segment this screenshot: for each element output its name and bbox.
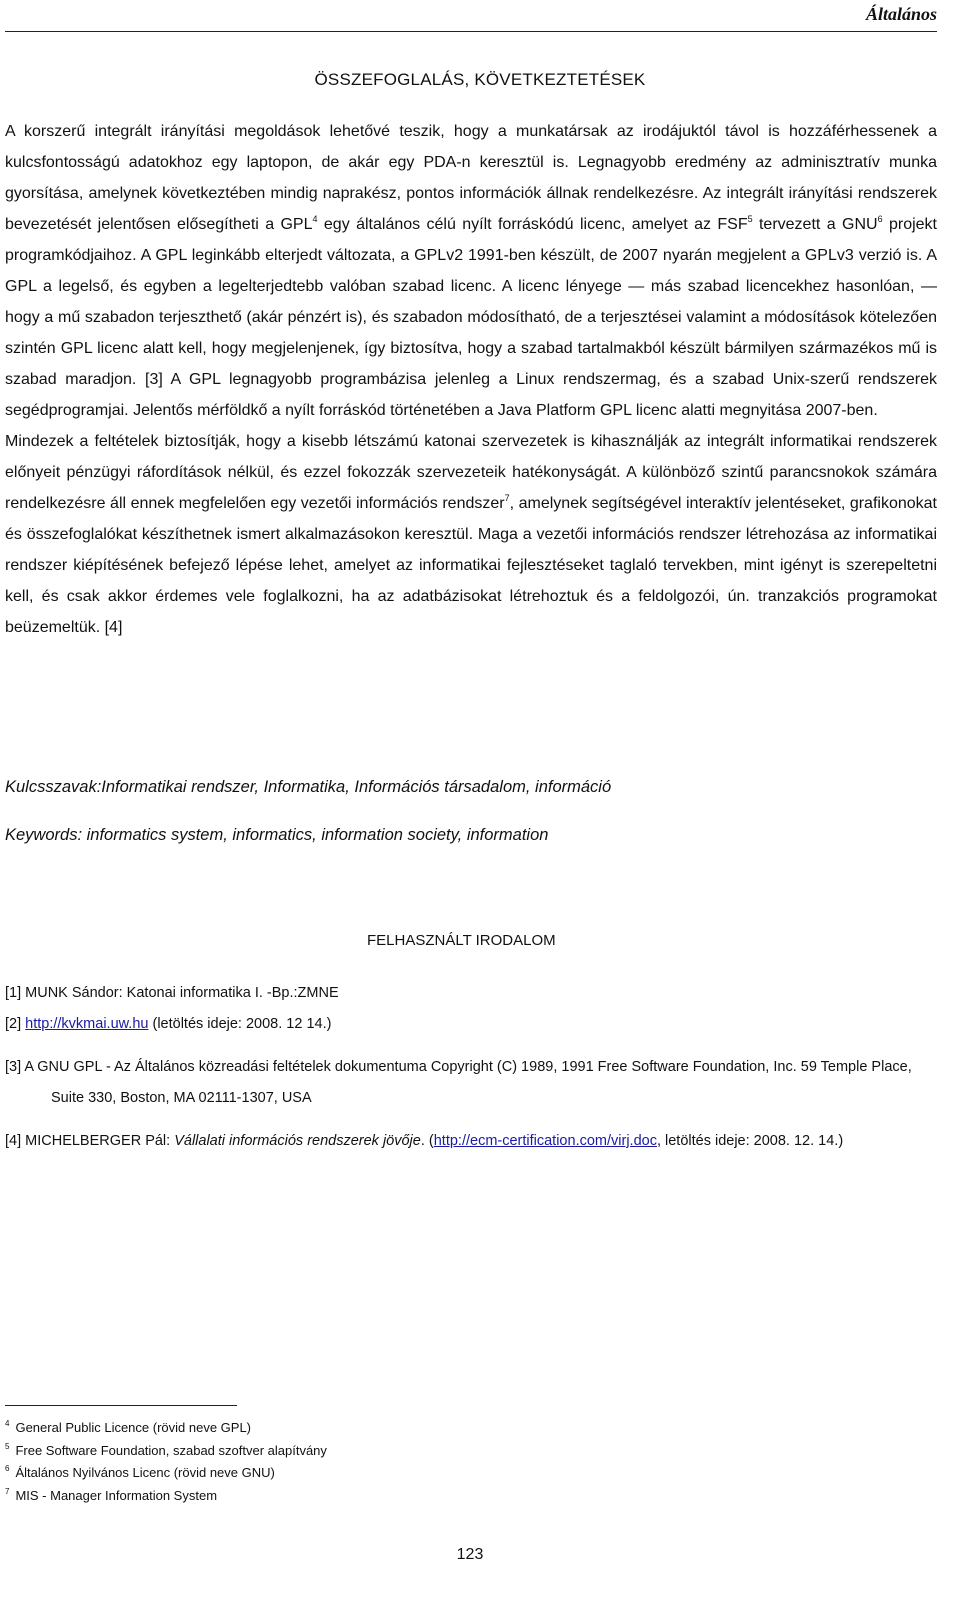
footnote-4 [5, 1417, 327, 1440]
footnote-6-text: Általános Nyilvános Licenc (rövid neve GNU) [15, 1465, 275, 1480]
running-head-label: Általános [865, 4, 937, 24]
reference-4 [5, 1126, 937, 1157]
reference-4-suffix: , letöltés ideje: 2008. 12. 14.) [656, 1133, 844, 1149]
paragraph-1-part-d: projekt programkódjaihoz. A GPL leginkább elterjedt változata, a GPLv2 1991-ben készült, de 2007 nyarán megjelent a GPLv3 verzió is. A GPL a legelső, és egyben a legelterjedtebb valóban szabad licenc. A licenc lényege — más szabad licencekhez hasonlóan, — hogy a mű szabadon terjeszthető (akár pénzért is), és szabadon módosítható, de a terjesztései valamint a módosítások kötelezően szintén GPL licenc alatt kell, hogy megjelenjenek, így biztosítva, hogy a szabad tartalmakból készült bármilyen származékos mű is szabad maradjon. [3] A GPL legnagyobb programbázisa jelenleg a Linux rendszermag, és a szabad Unix-szerű rendszerek segédprogramjai. Jelentős mérföldkő a nyílt forráskód történetében a Java Platform GPL licenc alatti megnyitása 2007-ben. [5, 216, 937, 419]
reference-1: [1] MUNK Sándor: Katonai informatika I. -Bp.:ZMNE [5, 985, 339, 1001]
footnote-4-text: General Public Licence (rövid neve GPL) [15, 1420, 252, 1435]
reference-3: [3] A GNU GPL - Az Általános közreadási feltételek dokumentuma Copyright (C) 1989, 1991 Free Software Foundation, Inc. 59 Temple Place, Suite 330, Boston, MA 02111-1307, USA [5, 1059, 912, 1106]
footnote-5 [5, 1440, 327, 1463]
paragraph-2-part-b: , amelynek segítségével interaktív jelentéseket, grafikonokat és összefoglalókat készíthetnek ismert alkalmazásokon keresztül. Maga a vezetői információs rendszer létrehozása az informatikai rendszer kiépítésének befejező lépése lehet, amelyet az informatikai fejlesztéseket taglaló tervekben, mint igényt is szerepeltetni kell, és csak akkor érdemes vele foglalkozni, ha az adatbázisokat létrehoztuk és a feldolgozói, ún. tranzakciós programokat beüzemeltük. [4] [5, 495, 937, 636]
footnote-5-text: Free Software Foundation, szabad szoftver alapítvány [15, 1442, 327, 1458]
footnote-7-number: 7 [5, 1486, 10, 1496]
reference-4-title: Vállalati információs rendszerek jövője [174, 1133, 421, 1149]
body-text [5, 116, 937, 643]
reference-2-link[interactable]: http://kvkmai.uw.hu [25, 1016, 149, 1032]
keywords-english: Keywords: informatics system, informatics, information society, information [5, 826, 549, 844]
paragraph-1-part-b: egy általános célú nyílt forráskódú licenc, amelyet az FSF [317, 216, 748, 233]
reference-2-prefix: [2] [5, 1016, 26, 1032]
paragraph-1-part-c: tervezett a GNU [752, 216, 878, 233]
reference-4-prefix: [4] MICHELBERGER Pál: [5, 1133, 175, 1149]
footnote-ref-7: 7 [504, 493, 510, 503]
footnote-7 [5, 1485, 327, 1508]
paragraph-1 [5, 116, 937, 426]
reference-2-suffix: (letöltés ideje: 2008. 12 14.) [148, 1016, 332, 1032]
references-list [5, 978, 937, 1157]
reference-2 [5, 1009, 937, 1040]
footnote-5-number: 5 [5, 1441, 10, 1451]
footnote-6 [5, 1462, 327, 1485]
footnotes [5, 1417, 327, 1507]
reference-4-mid: . ( [420, 1133, 434, 1149]
footnote-6-number: 6 [5, 1464, 10, 1473]
footnote-divider [5, 1405, 237, 1406]
section-title: ÖSSZEFOGLALÁS, KÖVETKEZTETÉSEK [314, 70, 646, 89]
reference-4-link[interactable]: http://ecm-certification.com/virj.doc [433, 1133, 657, 1149]
paragraph-2-part-a: Mindezek a feltételek biztosítják, hogy a kisebb létszámú katonai szervezetek is kihasználják az integrált informatikai rendszerek előnyeit pénzügyi ráfordítások nélkül, és ezzel fokozzák szervezeteik hatékonyságát. A különböző szintű parancsnokok számára rendelkezésre áll ennek megfelelően egy vezetői információs rendszer [5, 433, 937, 512]
references-title: FELHASZNÁLT IRODALOM [367, 932, 556, 949]
footnote-7-text: MIS - Manager Information System [15, 1487, 218, 1503]
footnote-4-number: 4 [5, 1419, 10, 1428]
footnote-ref-5: 5 [747, 214, 753, 224]
footnote-ref-6: 6 [877, 214, 883, 224]
keywords-hungarian: Kulcsszavak:Informatikai rendszer, Informatika, Információs társadalom, információ [5, 778, 612, 796]
page-number: 123 [456, 1546, 484, 1563]
paragraph-1-part-a: A korszerű integrált irányítási megoldások lehetővé teszik, hogy a munkatársak az irodájuktól távol is hozzáférhessenek a kulcsfontosságú adatokhoz egy laptopon, de akár egy PDA-n keresztül is. Legnagyobb eredmény az adminisztratív munka gyorsítása, amelynek következtében mindig naprakész, pontos információk állnak rendelkezésre. Az integrált irányítási rendszerek bevezetését jelentősen elősegítheti a GPL [5, 123, 937, 233]
running-head [5, 0, 937, 32]
footnote-ref-4: 4 [312, 214, 318, 224]
paragraph-2 [5, 426, 937, 643]
